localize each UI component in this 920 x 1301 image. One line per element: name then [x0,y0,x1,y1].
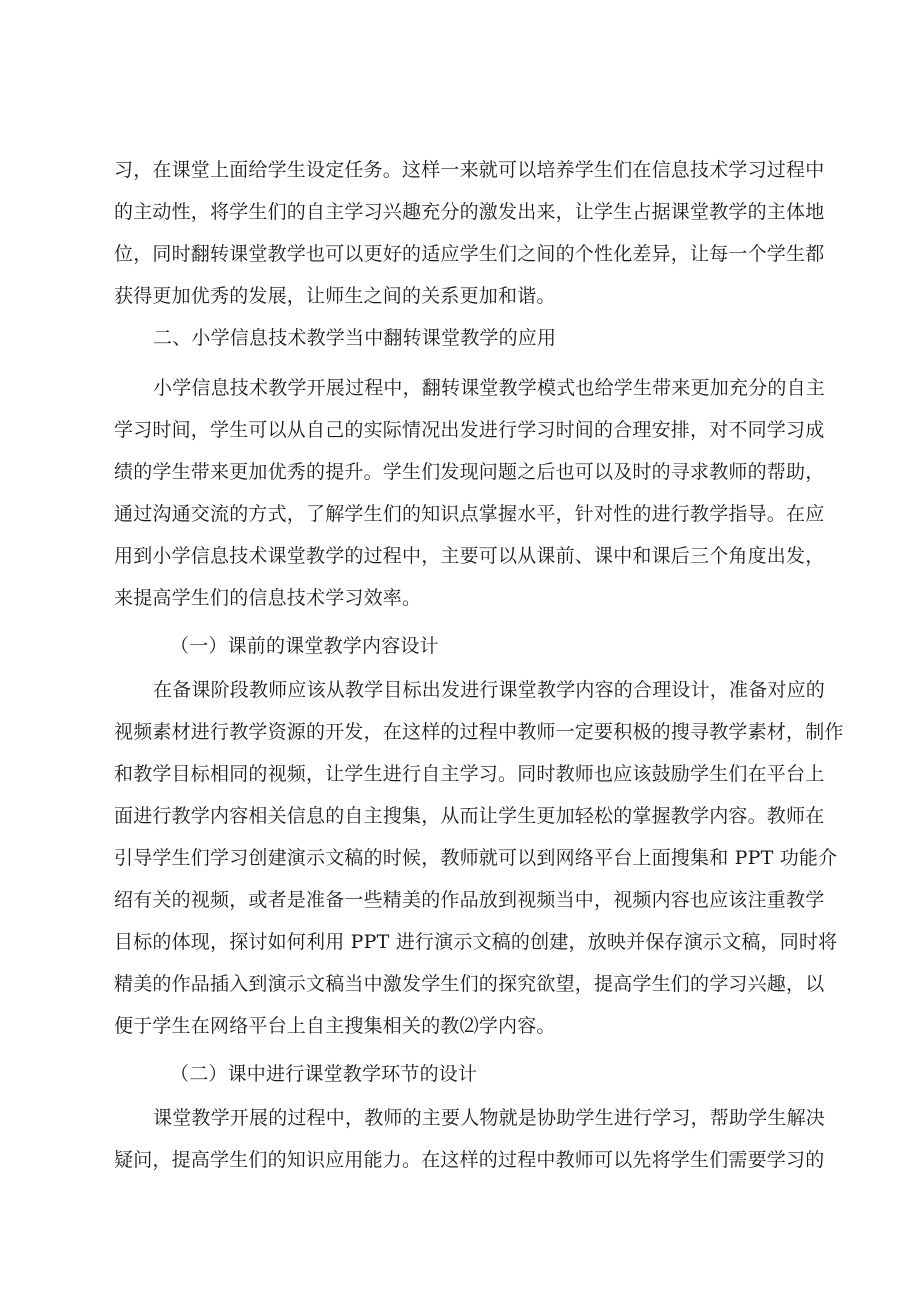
paragraph-first-line: 小学信息技术教学开展过程中，翻转课堂教学模式也给学生带来更加充分的自主 [153,377,826,399]
body-text-line: 和教学目标相同的视频，让学生进行自主学习。同时教师也应该鼓励学生们在平台上 [114,763,825,785]
body-text-line: 面进行教学内容相关信息的自主搜集，从而让学生更加轻松的掌握教学内容。教师在 [114,805,825,827]
paragraph-first-line: 在备课阶段教师应该从教学目标出发进行课堂教学内容的合理设计，准备对应的 [153,679,826,701]
body-text-line: 学习时间，学生可以从自己的实际情况出发进行学习时间的合理安排，对不同学习成 [114,419,825,441]
body-text-line: 用到小学信息技术课堂教学的过程中，主要可以从课前、课中和课后三个角度出发， [114,545,825,567]
body-text-line: 位，同时翻转课堂教学也可以更好的适应学生们之间的个性化差异，让每一个学生都 [114,243,825,265]
body-text-line: 习，在课堂上面给学生设定任务。这样一来就可以培养学生们在信息技术学习过程中 [114,159,825,181]
body-text-line: 目标的体现，探讨如何利用 PPT 进行演示文稿的创建，放映并保存演示文稿，同时将 [114,931,838,953]
body-text-line: 视频素材进行教学资源的开发，在这样的过程中教师一定要积极的搜寻教学素材，制作 [114,721,844,743]
body-text-line: 绩的学生带来更加优秀的提升。学生们发现问题之后也可以及时的寻求教师的帮助， [114,461,825,483]
body-text-line: 的主动性，将学生们的自主学习兴趣充分的激发出来，让学生占据课堂教学的主体地 [114,201,825,223]
body-text-line: 绍有关的视频，或者是准备一些精美的作品放到视频当中，视频内容也应该注重教学 [114,889,825,911]
body-text-line: 便于学生在网络平台上自主搜集相关的教⑵学内容。 [114,1015,556,1037]
body-text-line: 引导学生们学习创建演示文稿的时候，教师就可以到网络平台上面搜集和 PPT 功能介 [114,847,838,869]
body-text-line: 来提高学生们的信息技术学习效率。 [114,587,422,609]
section-heading: 二、小学信息技术教学当中翻转课堂教学的应用 [153,327,557,349]
paragraph-first-line: 课堂教学开展的过程中，教师的主要人物就是协助学生进行学习，帮助学生解决 [153,1107,826,1129]
body-text-line: 通过沟通交流的方式，了解学生们的知识点掌握水平，针对性的进行教学指导。在应 [114,503,825,525]
body-text-line: 疑问，提高学生们的知识应用能力。在这样的过程中教师可以先将学生们需要学习的 [114,1149,825,1171]
subsection-heading: （二）课中进行课堂教学环节的设计 [170,1063,478,1085]
subsection-heading: （一）课前的课堂教学内容设计 [170,635,439,657]
body-text-line: 获得更加优秀的发展，让师生之间的关系更加和谐。 [114,285,556,307]
body-text-line: 精美的作品插入到演示文稿当中激发学生们的探究欲望，提高学生们的学习兴趣，以 [114,973,825,995]
